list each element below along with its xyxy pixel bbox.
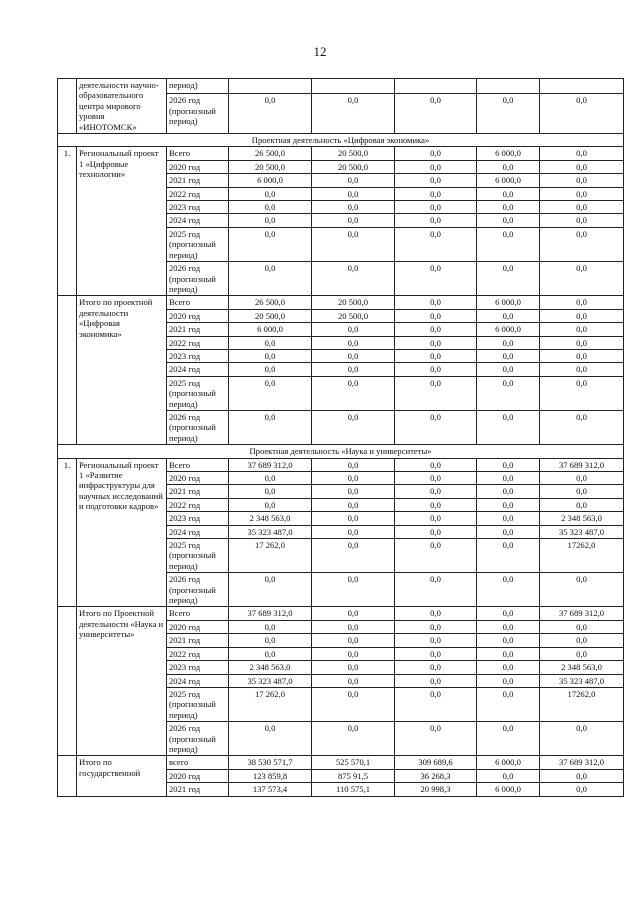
value-cell: 0,0 xyxy=(312,174,395,187)
value-cell: 0,0 xyxy=(312,349,395,362)
value-cell: 0,0 xyxy=(395,214,477,227)
value-cell: 0,0 xyxy=(395,160,477,173)
value-cell: 0,0 xyxy=(395,363,477,376)
item-name: Итого по проектной деятельности «Цифровая экономика» xyxy=(77,296,167,445)
value-cell: 0,0 xyxy=(395,323,477,336)
value-cell: 0,0 xyxy=(312,227,395,261)
table-row xyxy=(58,296,624,309)
value-cell: 6 000,0 xyxy=(477,783,540,796)
value-cell: 37 689 312,0 xyxy=(229,607,312,620)
value-cell: 0,0 xyxy=(312,214,395,227)
row-number: 1. xyxy=(58,458,77,607)
value-cell: 0,0 xyxy=(477,201,540,214)
value-cell: 0,0 xyxy=(477,472,540,485)
value-cell: 0,0 xyxy=(477,674,540,687)
value-cell: 0,0 xyxy=(477,687,540,721)
value-cell: 0,0 xyxy=(312,525,395,538)
value-cell: 0,0 xyxy=(229,349,312,362)
value-cell: 0,0 xyxy=(229,336,312,349)
value-cell: 35 323 487,0 xyxy=(229,525,312,538)
period-cell: 2025 год (прогнозный период) xyxy=(167,687,229,721)
value-cell: 0,0 xyxy=(312,323,395,336)
value-cell: 2 348 563,0 xyxy=(229,661,312,674)
row-number xyxy=(58,756,77,796)
value-cell: 36 268,3 xyxy=(395,769,477,782)
value-cell: 0,0 xyxy=(477,607,540,620)
period-cell: 2021 год xyxy=(167,485,229,498)
value-cell: 26 500,0 xyxy=(229,296,312,309)
value-cell: 0,0 xyxy=(540,363,624,376)
period-cell: период) xyxy=(167,79,229,94)
value-cell: 0,0 xyxy=(540,769,624,782)
value-cell: 0,0 xyxy=(395,485,477,498)
value-cell: 0,0 xyxy=(540,573,624,607)
value-cell xyxy=(395,79,477,94)
value-cell xyxy=(540,79,624,94)
value-cell: 0,0 xyxy=(312,336,395,349)
value-cell: 0,0 xyxy=(477,336,540,349)
value-cell: 0,0 xyxy=(395,336,477,349)
value-cell: 0,0 xyxy=(477,722,540,756)
value-cell: 0,0 xyxy=(312,458,395,471)
value-cell: 0,0 xyxy=(229,410,312,444)
value-cell: 0,0 xyxy=(395,498,477,511)
value-cell: 0,0 xyxy=(395,722,477,756)
period-cell: 2021 год xyxy=(167,174,229,187)
value-cell: 0,0 xyxy=(312,187,395,200)
value-cell: 0,0 xyxy=(395,309,477,322)
value-cell: 0,0 xyxy=(395,573,477,607)
period-cell: 2024 год xyxy=(167,214,229,227)
value-cell: 0,0 xyxy=(477,262,540,296)
value-cell: 0,0 xyxy=(395,94,477,134)
period-cell: 2024 год xyxy=(167,674,229,687)
value-cell: 0,0 xyxy=(540,783,624,796)
value-cell: 2 348 563,0 xyxy=(540,661,624,674)
value-cell: 0,0 xyxy=(312,94,395,134)
value-cell: 35 323 487,0 xyxy=(229,674,312,687)
value-cell: 0,0 xyxy=(477,227,540,261)
value-cell: 0,0 xyxy=(477,647,540,660)
value-cell: 26 500,0 xyxy=(229,147,312,160)
value-cell: 0,0 xyxy=(395,201,477,214)
value-cell: 0,0 xyxy=(540,472,624,485)
period-cell: 2024 год xyxy=(167,363,229,376)
value-cell: 0,0 xyxy=(395,262,477,296)
value-cell: 0,0 xyxy=(229,363,312,376)
value-cell: 6 000,0 xyxy=(477,174,540,187)
value-cell: 0,0 xyxy=(477,620,540,633)
value-cell: 0,0 xyxy=(229,187,312,200)
value-cell: 37 689 312,0 xyxy=(540,607,624,620)
value-cell: 0,0 xyxy=(477,363,540,376)
value-cell: 0,0 xyxy=(477,214,540,227)
value-cell: 137 573,4 xyxy=(229,783,312,796)
value-cell: 0,0 xyxy=(395,147,477,160)
value-cell: 20 500,0 xyxy=(229,309,312,322)
value-cell: 0,0 xyxy=(312,620,395,633)
period-cell: Всего xyxy=(167,458,229,471)
value-cell: 17262,0 xyxy=(540,539,624,573)
value-cell: 0,0 xyxy=(477,512,540,525)
value-cell: 0,0 xyxy=(312,512,395,525)
period-cell: 2021 год xyxy=(167,634,229,647)
value-cell: 6 000,0 xyxy=(477,323,540,336)
period-cell: 2021 год xyxy=(167,323,229,336)
value-cell: 0,0 xyxy=(395,525,477,538)
period-cell: 2026 год (прогнозный период) xyxy=(167,262,229,296)
value-cell: 0,0 xyxy=(477,661,540,674)
period-cell: 2024 год xyxy=(167,525,229,538)
value-cell: 0,0 xyxy=(229,94,312,134)
value-cell: 0,0 xyxy=(312,201,395,214)
table-row xyxy=(58,147,624,160)
period-cell: 2026 год (прогнозный период) xyxy=(167,573,229,607)
value-cell: 0,0 xyxy=(477,187,540,200)
period-cell: 2021 год xyxy=(167,783,229,796)
value-cell: 0,0 xyxy=(312,634,395,647)
period-cell: 2023 год xyxy=(167,349,229,362)
value-cell: 0,0 xyxy=(229,485,312,498)
value-cell: 2 348 563,0 xyxy=(229,512,312,525)
value-cell: 20 500,0 xyxy=(229,160,312,173)
value-cell: 0,0 xyxy=(395,187,477,200)
value-cell: 110 575,1 xyxy=(312,783,395,796)
value-cell: 0,0 xyxy=(312,498,395,511)
value-cell: 0,0 xyxy=(477,410,540,444)
period-cell: 2022 год xyxy=(167,498,229,511)
value-cell: 0,0 xyxy=(395,647,477,660)
value-cell: 309 689,6 xyxy=(395,756,477,769)
value-cell: 0,0 xyxy=(540,634,624,647)
value-cell: 0,0 xyxy=(312,376,395,410)
value-cell: 0,0 xyxy=(312,647,395,660)
period-cell: Всего xyxy=(167,607,229,620)
item-name: Итого по Проектной деятельности «Наука и университеты» xyxy=(77,607,167,756)
value-cell: 0,0 xyxy=(540,160,624,173)
value-cell: 0,0 xyxy=(229,498,312,511)
period-cell: 2025 год (прогнозный период) xyxy=(167,376,229,410)
section-title: Проектная деятельность «Цифровая экономика» xyxy=(58,134,624,147)
value-cell: 0,0 xyxy=(540,323,624,336)
value-cell: 20 500,0 xyxy=(312,147,395,160)
item-name: деятельности научно-образовательного центра мирового уровня «ИНОТОМСК» xyxy=(77,79,167,134)
value-cell: 17 262,0 xyxy=(229,539,312,573)
section-header-row xyxy=(58,134,624,147)
value-cell: 6 000,0 xyxy=(229,323,312,336)
value-cell: 0,0 xyxy=(395,174,477,187)
value-cell: 0,0 xyxy=(312,410,395,444)
value-cell: 0,0 xyxy=(312,363,395,376)
value-cell: 0,0 xyxy=(540,227,624,261)
value-cell: 20 500,0 xyxy=(312,309,395,322)
value-cell: 6 000,0 xyxy=(229,174,312,187)
value-cell: 37 689 312,0 xyxy=(540,756,624,769)
section-header-row xyxy=(58,445,624,458)
budget-table xyxy=(57,78,624,797)
value-cell: 6 000,0 xyxy=(477,756,540,769)
value-cell: 0,0 xyxy=(395,349,477,362)
period-cell: 2026 год (прогнозный период) xyxy=(167,722,229,756)
value-cell xyxy=(229,79,312,94)
value-cell: 0,0 xyxy=(540,187,624,200)
row-number xyxy=(58,296,77,445)
value-cell: 0,0 xyxy=(540,722,624,756)
value-cell: 0,0 xyxy=(477,94,540,134)
row-number: 1. xyxy=(58,147,77,296)
period-cell: 2022 год xyxy=(167,647,229,660)
value-cell: 875 91,5 xyxy=(312,769,395,782)
value-cell: 525 570,1 xyxy=(312,756,395,769)
value-cell: 0,0 xyxy=(395,227,477,261)
value-cell: 0,0 xyxy=(540,498,624,511)
value-cell: 0,0 xyxy=(312,539,395,573)
value-cell: 17262,0 xyxy=(540,687,624,721)
value-cell: 0,0 xyxy=(229,647,312,660)
value-cell: 0,0 xyxy=(540,376,624,410)
section-title: Проектная деятельность «Наука и университеты» xyxy=(58,445,624,458)
value-cell: 0,0 xyxy=(395,296,477,309)
value-cell: 6 000,0 xyxy=(477,296,540,309)
period-cell: 2026 год (прогнозный период) xyxy=(167,410,229,444)
value-cell: 0,0 xyxy=(395,674,477,687)
value-cell: 0,0 xyxy=(395,512,477,525)
value-cell: 0,0 xyxy=(312,687,395,721)
value-cell: 6 000,0 xyxy=(477,147,540,160)
period-cell: 2023 год xyxy=(167,661,229,674)
value-cell: 0,0 xyxy=(229,262,312,296)
value-cell: 0,0 xyxy=(477,498,540,511)
value-cell: 0,0 xyxy=(540,174,624,187)
period-cell: 2025 год (прогнозный период) xyxy=(167,227,229,261)
value-cell: 0,0 xyxy=(540,336,624,349)
value-cell: 0,0 xyxy=(540,201,624,214)
value-cell: 0,0 xyxy=(312,472,395,485)
value-cell: 0,0 xyxy=(477,160,540,173)
value-cell xyxy=(477,79,540,94)
value-cell: 20 500,0 xyxy=(312,296,395,309)
period-cell: 2020 год xyxy=(167,620,229,633)
row-number xyxy=(58,79,77,134)
value-cell: 0,0 xyxy=(395,376,477,410)
value-cell: 0,0 xyxy=(229,634,312,647)
value-cell: 0,0 xyxy=(229,376,312,410)
value-cell: 0,0 xyxy=(229,472,312,485)
value-cell: 0,0 xyxy=(540,309,624,322)
value-cell: 0,0 xyxy=(395,687,477,721)
value-cell: 0,0 xyxy=(395,607,477,620)
value-cell: 0,0 xyxy=(395,410,477,444)
value-cell: 0,0 xyxy=(395,634,477,647)
value-cell: 0,0 xyxy=(540,349,624,362)
item-name: Региональный проект 1 «Цифровые технологии» xyxy=(77,147,167,296)
period-cell: Всего xyxy=(167,296,229,309)
period-cell: 2022 год xyxy=(167,187,229,200)
value-cell: 0,0 xyxy=(540,647,624,660)
row-number xyxy=(58,607,77,756)
value-cell: 0,0 xyxy=(229,227,312,261)
period-cell: 2023 год xyxy=(167,201,229,214)
table-row xyxy=(58,607,624,620)
table-row xyxy=(58,458,624,471)
table-row xyxy=(58,79,624,94)
value-cell: 0,0 xyxy=(540,296,624,309)
value-cell: 0,0 xyxy=(477,769,540,782)
table-row xyxy=(58,756,624,769)
value-cell: 38 530 571,7 xyxy=(229,756,312,769)
value-cell: 0,0 xyxy=(540,620,624,633)
value-cell: 0,0 xyxy=(477,458,540,471)
value-cell: 2 348 563,0 xyxy=(540,512,624,525)
value-cell: 0,0 xyxy=(540,485,624,498)
period-cell: Всего xyxy=(167,147,229,160)
value-cell: 0,0 xyxy=(477,349,540,362)
value-cell: 0,0 xyxy=(229,722,312,756)
item-name: Итого по государственной xyxy=(77,756,167,796)
value-cell: 0,0 xyxy=(312,722,395,756)
value-cell: 0,0 xyxy=(540,262,624,296)
period-cell: 2020 год xyxy=(167,160,229,173)
value-cell: 0,0 xyxy=(229,201,312,214)
value-cell: 20 500,0 xyxy=(312,160,395,173)
value-cell: 0,0 xyxy=(312,674,395,687)
value-cell: 0,0 xyxy=(395,472,477,485)
value-cell: 0,0 xyxy=(229,620,312,633)
value-cell: 0,0 xyxy=(229,573,312,607)
value-cell: 0,0 xyxy=(477,309,540,322)
period-cell: 2023 год xyxy=(167,512,229,525)
value-cell: 123 859,8 xyxy=(229,769,312,782)
value-cell: 0,0 xyxy=(540,410,624,444)
value-cell: 0,0 xyxy=(477,539,540,573)
period-cell: 2022 год xyxy=(167,336,229,349)
period-cell: 2020 год xyxy=(167,769,229,782)
value-cell: 0,0 xyxy=(312,573,395,607)
period-cell: 2020 год xyxy=(167,309,229,322)
value-cell: 0,0 xyxy=(477,573,540,607)
value-cell: 0,0 xyxy=(312,485,395,498)
value-cell: 0,0 xyxy=(477,525,540,538)
value-cell: 20 998,3 xyxy=(395,783,477,796)
period-cell: 2026 год (прогнозный период) xyxy=(167,94,229,134)
value-cell: 0,0 xyxy=(312,262,395,296)
value-cell: 0,0 xyxy=(312,661,395,674)
value-cell: 0,0 xyxy=(395,539,477,573)
value-cell: 0,0 xyxy=(395,661,477,674)
value-cell: 0,0 xyxy=(477,376,540,410)
period-cell: 2020 год xyxy=(167,472,229,485)
period-cell: всего xyxy=(167,756,229,769)
value-cell: 0,0 xyxy=(395,620,477,633)
value-cell: 0,0 xyxy=(540,214,624,227)
item-name: Региональный проект 1 «Развитие инфраструктуры для научных исследований и подготовки кадров» xyxy=(77,458,167,607)
value-cell: 0,0 xyxy=(395,458,477,471)
value-cell: 0,0 xyxy=(312,607,395,620)
period-cell: 2025 год (прогнозный период) xyxy=(167,539,229,573)
value-cell: 35 323 487,0 xyxy=(540,525,624,538)
value-cell: 0,0 xyxy=(540,94,624,134)
value-cell: 0,0 xyxy=(229,214,312,227)
value-cell: 0,0 xyxy=(540,147,624,160)
value-cell: 0,0 xyxy=(477,485,540,498)
value-cell: 17 262,0 xyxy=(229,687,312,721)
value-cell: 0,0 xyxy=(477,634,540,647)
value-cell xyxy=(312,79,395,94)
value-cell: 37 689 312,0 xyxy=(540,458,624,471)
value-cell: 37 689 312,0 xyxy=(229,458,312,471)
page-number: 12 xyxy=(313,44,327,59)
value-cell: 35 323 487,0 xyxy=(540,674,624,687)
